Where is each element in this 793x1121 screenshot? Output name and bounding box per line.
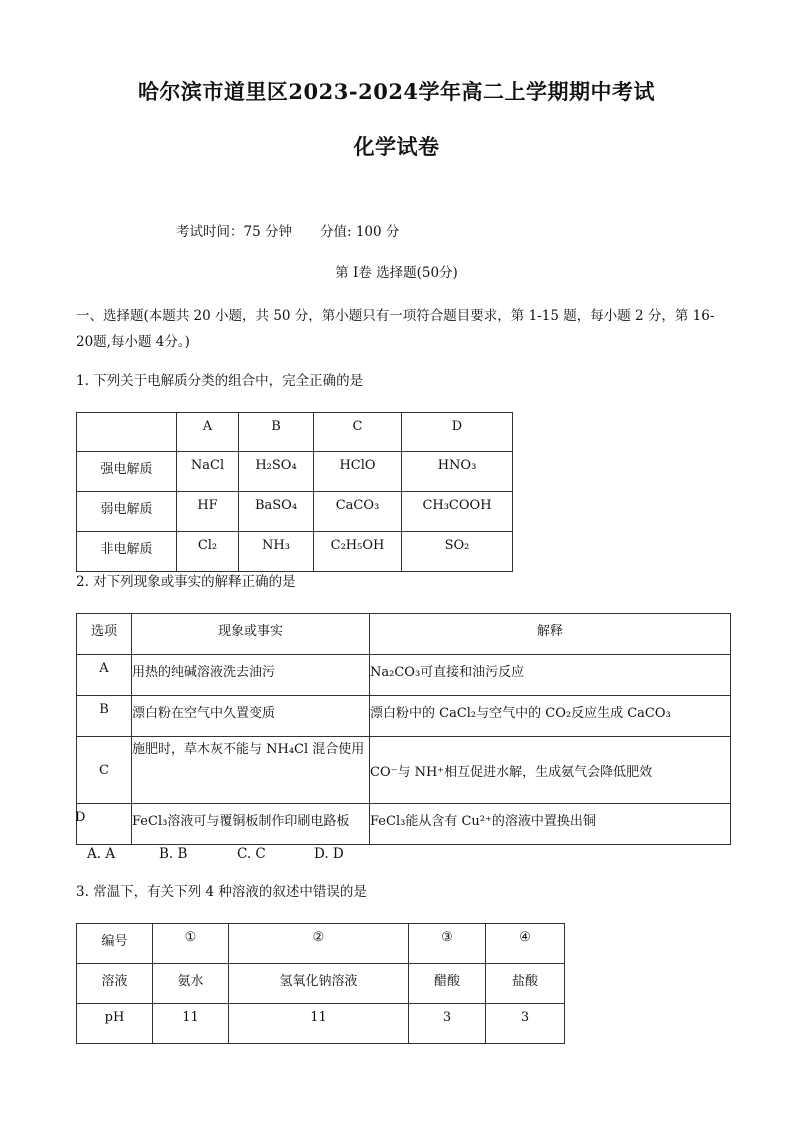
- section-title: 第 I卷 选择题(50分): [335, 265, 458, 281]
- table-cell: ④: [486, 924, 565, 964]
- table-cell: ②: [229, 924, 409, 964]
- table-cell: B: [239, 413, 314, 452]
- question-3-table: [76, 923, 565, 1044]
- option-a: A. A: [87, 846, 116, 862]
- table-header-row: [77, 614, 731, 655]
- table-cell: 3: [409, 1004, 486, 1044]
- table-cell: A: [77, 655, 132, 696]
- table-cell: 氨水: [153, 964, 229, 1004]
- table-cell: 漂白粉中的 CaCl₂与空气中的 CO₂反应生成 CaCO₃: [370, 696, 731, 737]
- table-cell: H₂SO₄: [239, 452, 314, 492]
- table-row: [77, 655, 731, 696]
- table-cell: 非电解质: [77, 532, 177, 572]
- question-1-table: [76, 412, 513, 572]
- table-cell: Cl₂: [177, 532, 239, 572]
- table-cell: CaCO₃: [314, 492, 402, 532]
- table-cell: D: [402, 413, 513, 452]
- table-cell: 氢氧化钠溶液: [229, 964, 409, 1004]
- table-cell: 弱电解质: [77, 492, 177, 532]
- table-cell: FeCl₃溶液可与覆铜板制作印刷电路板: [132, 804, 370, 845]
- exam-title: 哈尔滨市道里区2023-2024学年高二上学期期中考试: [137, 79, 656, 104]
- table-row: [77, 964, 565, 1004]
- table-cell: 3: [486, 1004, 565, 1044]
- table-cell: CO⁻与 NH⁺相互促进水解，生成氨气会降低肥效: [370, 737, 731, 804]
- table-cell: NH₃: [239, 532, 314, 572]
- table-row: [77, 804, 731, 845]
- table-cell: C: [314, 413, 402, 452]
- table-cell: pH: [77, 1004, 153, 1044]
- table-cell: A: [177, 413, 239, 452]
- table-cell: BaSO₄: [239, 492, 314, 532]
- question-2-table: [76, 613, 731, 845]
- table-cell: FeCl₃能从含有 Cu²⁺的溶液中置换出铜: [370, 804, 731, 845]
- table-cell: B: [77, 696, 132, 737]
- question-2-options: [87, 846, 344, 862]
- table-row: [77, 1004, 565, 1044]
- table-cell: HClO: [314, 452, 402, 492]
- question-2-stem: 2. 对下列现象或事实的解释正确的是: [76, 574, 296, 590]
- table-cell: 醋酸: [409, 964, 486, 1004]
- table-cell: C₂H₅OH: [314, 532, 402, 572]
- table-cell: C: [77, 737, 132, 804]
- option-c: C. C: [237, 846, 266, 862]
- exam-time: 考试时间：75 分钟: [176, 224, 292, 240]
- table-cell: ①: [153, 924, 229, 964]
- table-row: [77, 452, 513, 492]
- table-cell: 11: [153, 1004, 229, 1044]
- table-cell: [77, 413, 177, 452]
- table-cell: 现象或事实: [132, 614, 370, 655]
- table-cell: D: [75, 804, 130, 845]
- table-cell: 溶液: [77, 964, 153, 1004]
- table-row: [77, 492, 513, 532]
- table-cell: 盐酸: [486, 964, 565, 1004]
- table-cell: 11: [229, 1004, 409, 1044]
- table-row: [77, 532, 513, 572]
- question-1-stem: 1. 下列关于电解质分类的组合中，完全正确的是: [76, 373, 364, 389]
- table-cell: 用热的纯碱溶液洗去油污: [132, 655, 370, 696]
- question-3-stem: 3. 常温下，有关下列 4 种溶液的叙述中错误的是: [76, 884, 367, 900]
- section-instructions: 一、选择题(本题共 20 小题，共 50 分，第小题只有一项符合题目要求，第 1-15 题，每小题 2 分，第 16-20题,每小题 4分。): [76, 308, 715, 350]
- table-cell: NaCl: [177, 452, 239, 492]
- table-cell: HF: [177, 492, 239, 532]
- table-header-row: [77, 924, 565, 964]
- table-cell: Na₂CO₃可直接和油污反应: [370, 655, 731, 696]
- table-header-row: [77, 413, 513, 452]
- table-cell: 解释: [370, 614, 731, 655]
- option-b: B. B: [159, 846, 188, 862]
- exam-score: 分值: 100 分: [320, 224, 400, 240]
- table-cell: 编号: [77, 924, 153, 964]
- exam-subtitle: 化学试卷: [353, 134, 440, 159]
- table-cell: HNO₃: [402, 452, 513, 492]
- table-row: [77, 696, 731, 737]
- table-row: [77, 737, 731, 804]
- table-cell: 漂白粉在空气中久置变质: [132, 696, 370, 737]
- option-d: D. D: [314, 846, 344, 862]
- table-cell: 选项: [77, 614, 132, 655]
- table-cell: CH₃COOH: [402, 492, 513, 532]
- table-cell: SO₂: [402, 532, 513, 572]
- table-cell: ③: [409, 924, 486, 964]
- table-cell: 强电解质: [77, 452, 177, 492]
- table-cell: 施肥时，草木灰不能与 NH₄Cl 混合使用: [132, 737, 370, 804]
